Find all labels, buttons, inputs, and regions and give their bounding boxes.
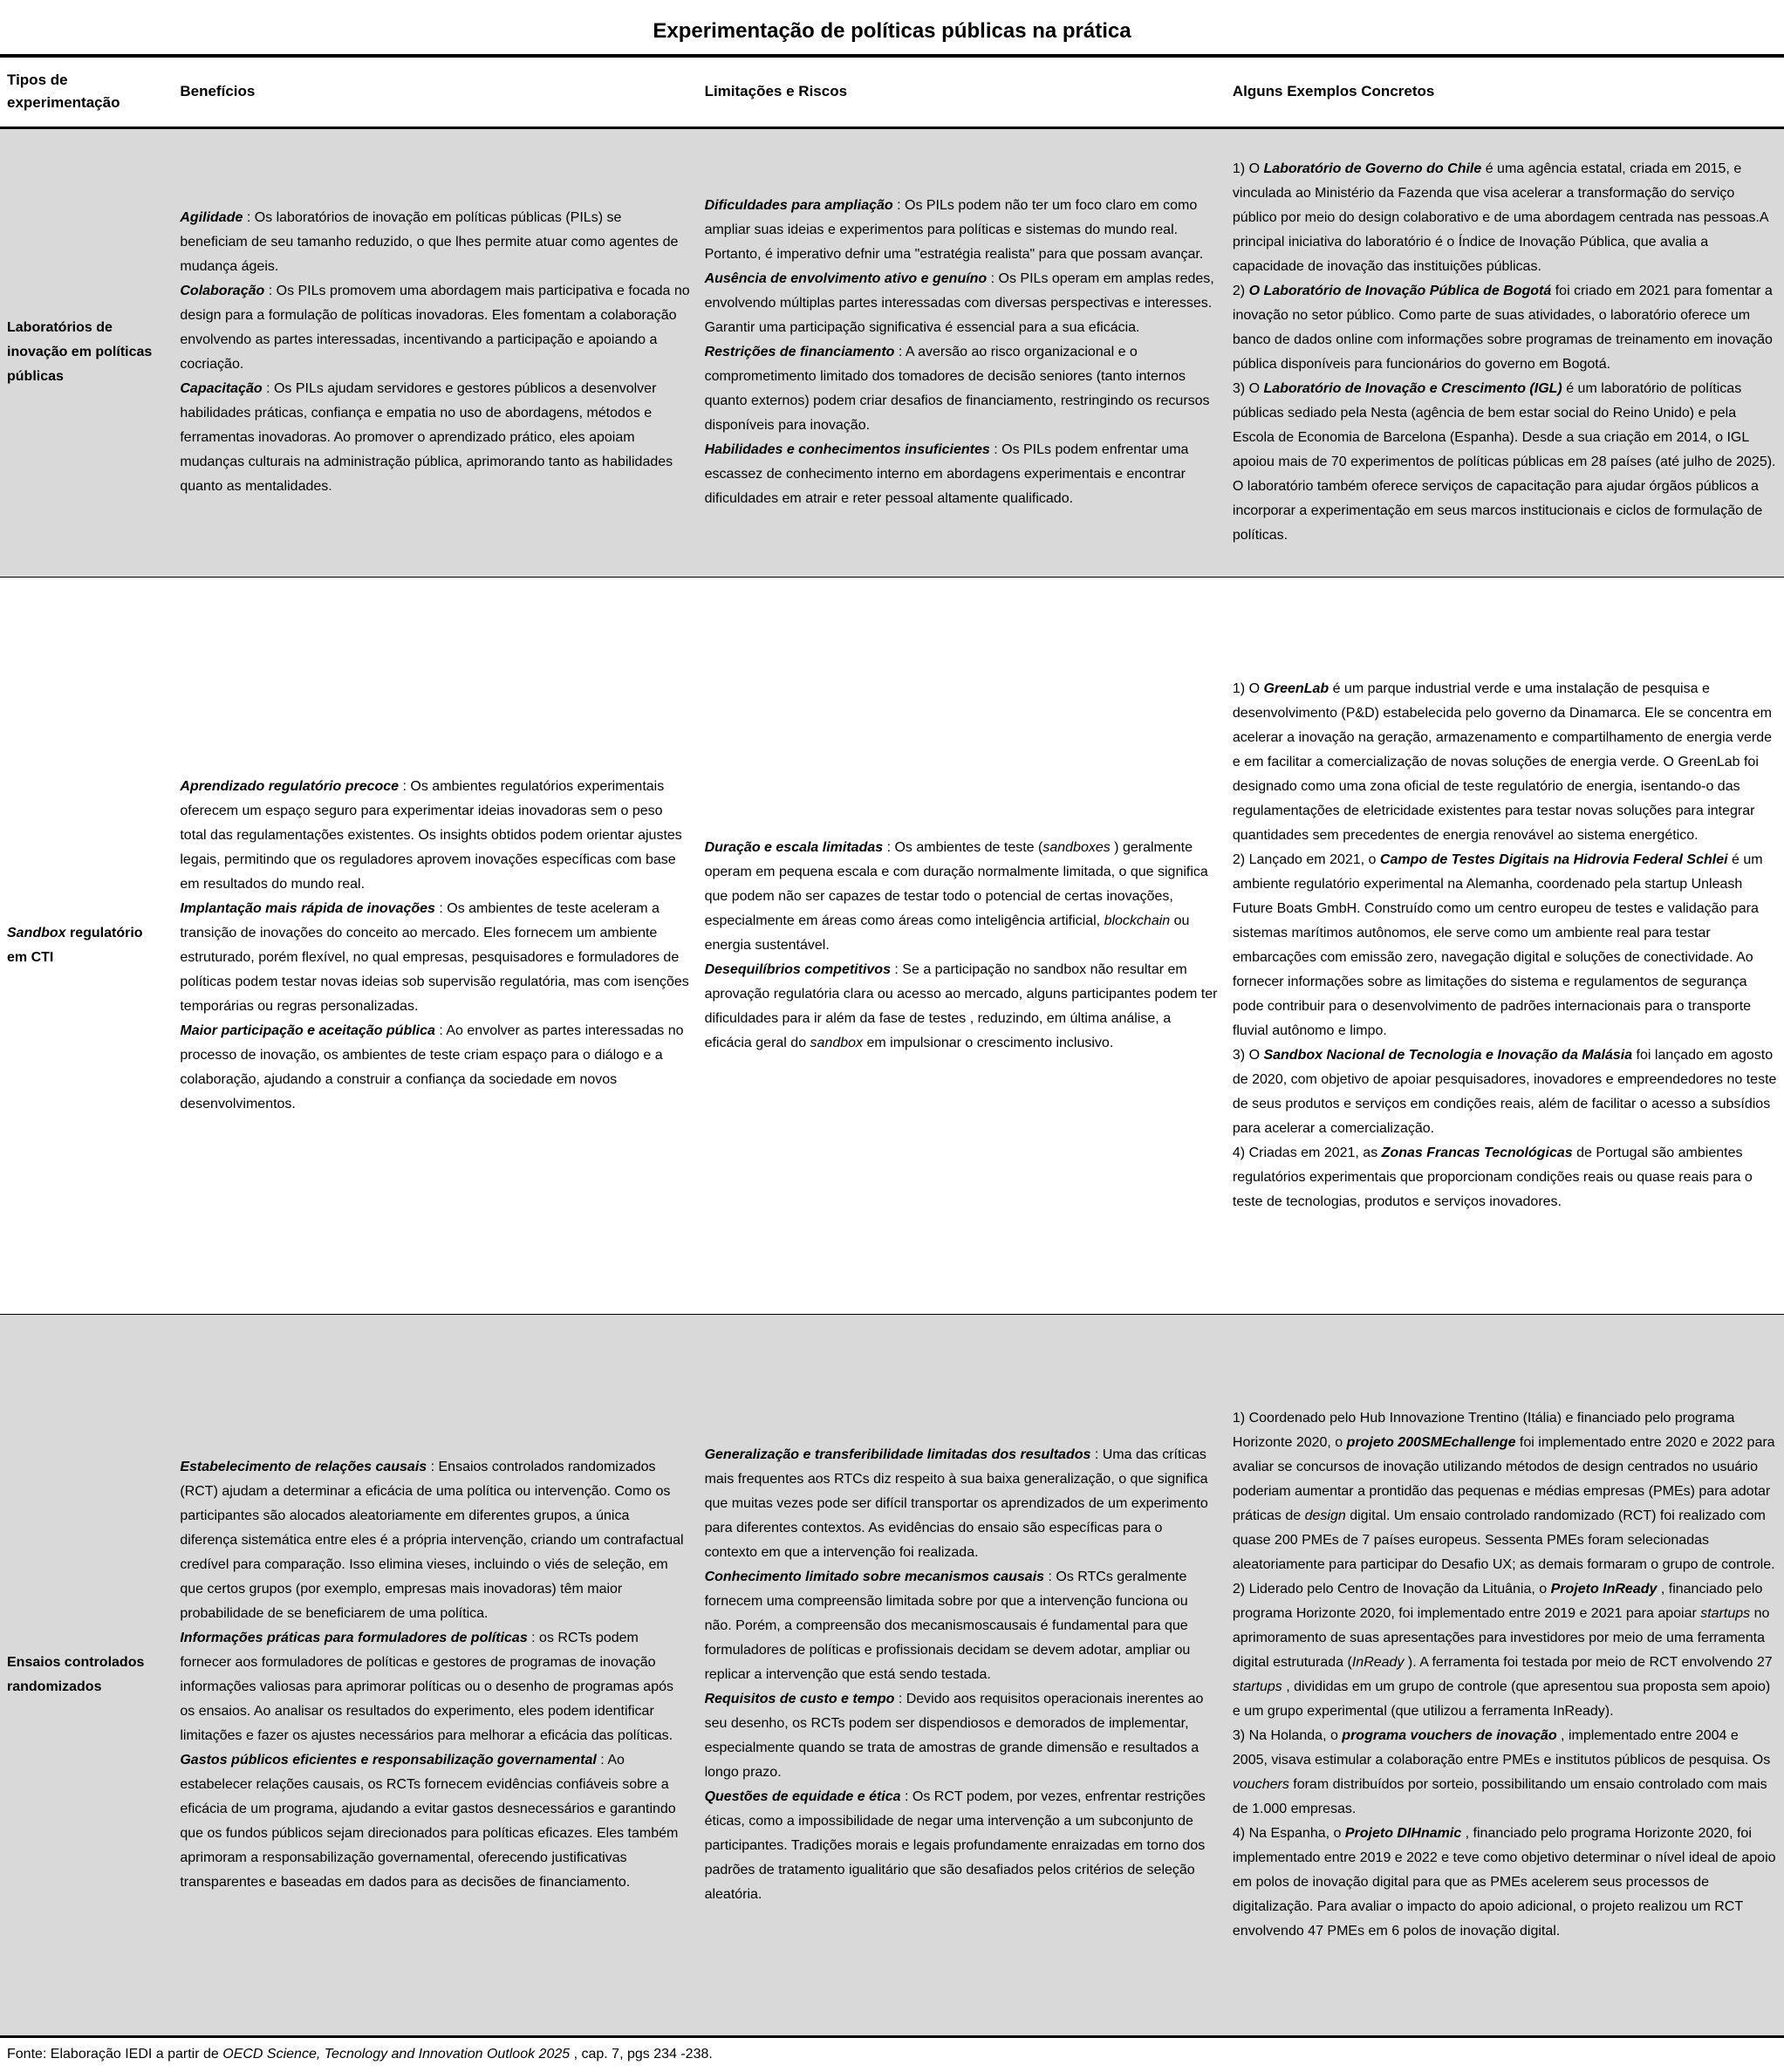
- table-title: Experimentação de políticas públicas na prática: [653, 19, 1131, 43]
- text-segment: startups: [1232, 1679, 1282, 1694]
- text-segment: Questões de equidade e ética: [704, 1788, 901, 1804]
- text-segment: 4) Criadas em 2021, as: [1232, 1145, 1382, 1160]
- paragraph: [705, 1785, 1219, 1907]
- ensaios-beneficios-cell: [173, 1314, 697, 2036]
- paragraph: [705, 267, 1219, 340]
- text-segment: : Os PILs operam em amplas redes, envolvendo múltiplas partes interessadas com diversas perspectivas e interesses. Garantir uma participação significativa é essencial para a sua eficácia.: [704, 271, 1214, 335]
- text-segment: Informações práticas para formuladores de políticas: [180, 1630, 528, 1645]
- paragraph: [180, 1019, 690, 1117]
- paragraph: [180, 1748, 690, 1895]
- text-segment: O Laboratório de Inovação Pública de Bogotá: [1248, 284, 1552, 298]
- paragraph: [180, 1455, 690, 1626]
- table-row-ensaios: [0, 1314, 1784, 2036]
- text-segment: Laboratórios de inovação em políticas públicas: [7, 320, 153, 384]
- sandbox-beneficios-cell: [173, 577, 697, 1314]
- text-segment: 1) O: [1232, 680, 1264, 696]
- text-segment: ) geralmente operam em pequena escala e com duração normalmente limitada, o que significa que podem não ser capazes de testar todo o potencial de certas inovações, especialmente em áreas como áreas como inteligência artificial,: [704, 839, 1208, 928]
- column-header-beneficios: Benefícios: [173, 56, 697, 127]
- paragraph: [705, 438, 1219, 511]
- text-segment: 4) Na Espanha, o: [1232, 1825, 1345, 1841]
- text-segment: Dificuldades para ampliação: [704, 198, 893, 213]
- text-segment: ). A ferramenta foi testada por meio de RCT envolvendo 27: [1404, 1654, 1773, 1670]
- paragraph: [7, 316, 166, 389]
- paragraph: [7, 2045, 1784, 2064]
- text-segment: Projeto DIHnamic: [1344, 1825, 1462, 1841]
- table-row-sandbox: [0, 577, 1784, 1314]
- text-segment: de Portugal são ambientes regulatórios experimentais que proporcionam condições reais ou quase reais para o teste de tecnologias, produtos e serviços inovadores.: [1232, 1145, 1753, 1209]
- text-segment: sandbox: [810, 1035, 864, 1050]
- text-segment: : Ao envolver as partes interessadas no processo de inovação, os ambientes de teste criam espaço para o diálogo e a colaboração, ajudando a construir a confiança da sociedade em novos desenvolvimentos.: [180, 1022, 684, 1111]
- text-segment: é um laboratório de políticas públicas sediado pela Nesta (agência de bem estar social do Reino Unido) e pela Escola de Economia de Barcelona (Espanha). Desde a sua criação em 2014, o IGL apoiou mais de 70 experimentos de políticas públicas em 28 países (até julho de 2025). O laboratório também oferece serviços de capacitação para ajudar órgãos públicos a incorporar a experimentação em seus marcos institucionais e ciclos de formulação de políticas.: [1232, 381, 1776, 543]
- table-row-laboratorios: [0, 127, 1784, 577]
- text-segment: InReady: [1351, 1654, 1405, 1670]
- paragraph: [7, 921, 166, 970]
- paragraph: [1233, 1043, 1777, 1141]
- text-segment: : Os PILs promovem uma abordagem mais participativa e focada no design para a formulação de políticas inovadoras. Eles fomentam a colaboração envolvendo as partes interessadas, incentivando a participação e apoiando a cocriação.: [180, 284, 690, 372]
- text-segment: , cap. 7, pgs 234 -238.: [570, 2046, 713, 2062]
- text-segment: : Ao estabelecer relações causais, os RCTs fornecem evidências confiáveis sobre a eficácia de um programa, ajudando a evitar gastos desnecessários e garantindo que os fundos públicos sejam direcionados para políticas eficazes. Eles também aprimoram a responsabilização governamental, oferecendo justificativas transparentes e baseadas em dados para as decisões de financiamento.: [180, 1752, 679, 1890]
- paragraph: [180, 897, 690, 1019]
- text-segment: : Uma das críticas mais frequentes aos RTCs diz respeito à sua baixa generalização, o que significa que muitas vezes pode ser difícil transportar os aprendizados de um experimento para diferentes contextos. As evidências do ensaio são específicas para o contexto em que a intervenção foi realizada.: [704, 1446, 1208, 1560]
- experimentation-table: [0, 54, 1784, 2038]
- paragraph: [1233, 677, 1777, 848]
- text-segment: , divididas em um grupo de controle (que apresentou sua proposta sem apoio) e um grupo experimental (que utilizou a ferramenta InReady).: [1232, 1679, 1771, 1719]
- column-header-tipos: Tipos de experimentação: [0, 56, 173, 127]
- text-segment: digital. Um ensaio controlado randomizado (RCT) foi realizado com quase 200 PMEs de 7 países europeus. Sessenta PMEs foram selecionadas aleatoriamente para participar do Desafio UX; as demais formaram o grupo de controle.: [1232, 1508, 1775, 1572]
- row-label-laboratorios: [0, 127, 173, 577]
- text-segment: Requisitos de custo e tempo: [704, 1691, 895, 1706]
- laboratorios-exemplos-cell: [1226, 127, 1784, 577]
- text-segment: : Os laboratórios de inovação em políticas públicas (PILs) se beneficiam de seu tamanho reduzido, o que lhes permite atuar como agentes de mudança ágeis.: [180, 210, 679, 274]
- text-segment: : Os RCT podem, por vezes, enfrentar restrições éticas, como a impossibilidade de negar uma intervenção a um subconjunto de participantes. Tradições morais e legais profundamente enraizadas em torno dos padrões de tratamento igualitário que são desafiados pelos critérios de seleção aleatória.: [704, 1788, 1206, 1902]
- text-segment: é um ambiente regulatório experimental na Alemanha, coordenado pela startup Unleash Future Boats GmbH. Construído como um centro europeu de testes e validação para sistemas marítimos autônomos, ele serve como um ambiente real para testar embarcações com emissão zero, navegação digital e soluções de conectividade. Ao fornecer informações sobre as limitações do sistema e regulamentos de segurança pode contribuir para o desenvolvimento de padrões internacionais para o transporte fluvial autônomo e limpo.: [1232, 851, 1763, 1038]
- text-segment: é uma agência estatal, criada em 2015, e vinculada ao Ministério da Fazenda que visa acelerar a transformação do serviço público por meio do design colaborativo e de uma abordagem centrada nas pessoas.A principal iniciativa do laboratório é o Índice de Inovação Pública, que avalia a capacidade de inovação das instituições públicas.: [1232, 161, 1768, 274]
- text-segment: vouchers: [1232, 1776, 1289, 1792]
- text-segment: : Os ambientes de teste aceleram a transição de inovações do conceito ao mercado. Eles fornecem um ambiente estruturado, porém flexível, no qual empresas, pesquisadores e formuladores de políticas podem testar novas ideias sob supervisão regulatória, mas com isenções temporárias ou regras personalizadas.: [180, 900, 689, 1014]
- text-segment: : Se a participação no sandbox não resultar em aprovação regulatória clara ou acesso ao mercado, alguns participantes podem ter dificuldades para ir além da fase de testes , reduzindo, em última análise, a eficácia geral do: [704, 961, 1218, 1050]
- text-segment: programa vouchers de inovação: [1342, 1727, 1557, 1743]
- text-segment: Maior participação e aceitação pública: [180, 1022, 435, 1038]
- text-segment: Gastos públicos eficientes e responsabilização governamental: [180, 1752, 597, 1768]
- text-segment: Implantação mais rápida de inovações: [180, 900, 435, 916]
- text-segment: : Devido aos requisitos operacionais inerentes ao seu desenho, os RCTs podem ser dispendiosos e demorados de implementar, especialmente quando se trata de amostras de grande dimensão e resultados a longo prazo.: [704, 1691, 1204, 1780]
- text-segment: startups: [1700, 1605, 1751, 1621]
- text-segment: 3) O: [1232, 1047, 1264, 1063]
- text-segment: : os RCTs podem fornecer aos formuladores de políticas e gestores de programas de inovação informações valiosas para aprimorar políticas ou o desenho de programas após os ensaios. Ao analisar os resultados do experimento, eles podem identificar limitações e fazer os ajustes necessários para melhorar a eficácia das políticas.: [180, 1630, 673, 1743]
- text-segment: Laboratório de Governo do Chile: [1263, 161, 1482, 176]
- paragraph: [705, 1565, 1219, 1687]
- paragraph: [1233, 1406, 1777, 1577]
- paragraph: [705, 340, 1219, 438]
- paragraph: [1233, 377, 1777, 548]
- paragraph: [705, 958, 1219, 1056]
- sandbox-limitacoes-cell: [698, 577, 1226, 1314]
- text-segment: : Os PILs ajudam servidores e gestores públicos a desenvolver habilidades práticas, confiança e empatia no uso de abordagens, métodos e ferramentas inovadoras. Ao promover o aprendizado prático, eles apoiam mudanças culturais na administração pública, aprimorando tanto as habilidades quanto as mentalidades.: [180, 381, 673, 494]
- text-segment: design: [1304, 1508, 1346, 1523]
- paragraph: [705, 1687, 1219, 1785]
- paragraph: [180, 279, 690, 377]
- column-header-exemplos: Alguns Exemplos Concretos: [1226, 56, 1784, 127]
- text-segment: Conhecimento limitado sobre mecanismos causais: [704, 1569, 1045, 1584]
- text-segment: GreenLab: [1263, 680, 1329, 696]
- text-segment: Projeto InReady: [1550, 1581, 1658, 1597]
- text-segment: foram distribuídos por sorteio, possibilitando um ensaio controlado com mais de 1.000 empresas.: [1232, 1776, 1767, 1816]
- text-segment: Agilidade: [180, 210, 243, 225]
- text-segment: foi implementado entre 2020 e 2022 para avaliar se concursos de inovação utilizando métodos de design centrados no usuário poderiam aumentar a prontidão das pequenas e médias empresas (PMEs) para adotar práticas de: [1232, 1434, 1775, 1523]
- text-segment: : Os ambientes regulatórios experimentais oferecem um espaço seguro para experimentar ideias inovadoras sem o peso total das regulamentações existentes. Os insights obtidos podem orientar ajustes legais, permitindo que os reguladores aprovem inovações específicas com base em resultados do mundo real.: [180, 778, 682, 892]
- text-segment: Capacitação: [180, 381, 263, 396]
- text-segment: é um parque industrial verde e uma instalação de pesquisa e desenvolvimento (P&D) estabelecida pelo governo da Dinamarca. Ele se concentra em acelerar a inovação na geração, armazenamento e compartilhamento de energia verde e em facilitar a comercialização de novas soluções de energia verde. O GreenLab foi designado como uma zona oficial de teste regulatório de energia, isentando-o das regulamentações de eletricidade existentes para testar novas soluções para integrar quantidades sem precedentes de energia renovável ao sistema energético.: [1232, 680, 1773, 843]
- text-segment: projeto 200SMEchallenge: [1346, 1434, 1516, 1450]
- text-segment: , financiado pelo programa Horizonte 2020, foi implementado entre 2019 e 2022 e teve como objetivo determinar o nível ideal de apoio em polos de inovação digital para que as PMEs acelerem seus processos de digitalização. Para avaliar o impacto do apoio adicional, o projeto realizou um RCT envolvendo 47 PMEs em 6 polos de inovação digital.: [1232, 1825, 1776, 1939]
- text-segment: , implementado entre 2004 e 2005, visava estimular a colaboração entre PMEs e institutos públicos de pesquisa. Os: [1232, 1727, 1771, 1768]
- column-header-limitacoes: Limitações e Riscos: [698, 56, 1226, 127]
- text-segment: Zonas Francas Tecnológicas: [1381, 1145, 1573, 1160]
- text-segment: Estabelecimento de relações causais: [180, 1459, 427, 1474]
- paragraph: [705, 836, 1219, 958]
- text-segment: , financiado pelo programa Horizonte 2020, foi implementado entre 2019 e 2021 para apoiar: [1232, 1581, 1763, 1621]
- paragraph: [1233, 848, 1777, 1043]
- text-segment: : A aversão ao risco organizacional e o comprometimento limitado dos tomadores de decisão seniores (tanto internos quanto externos) podem criar desafios de financiamento, restringindo os recursos disponíveis para inovação.: [704, 345, 1210, 433]
- ensaios-exemplos-cell: [1226, 1314, 1784, 2036]
- text-segment: : Os RTCs geralmente fornecem uma compreensão limitada sobre por que a intervenção funciona ou não. Porém, a compreensão dos mecanismoscausais é fundamental para que formuladores de políticas e profissionais decidam se devem adotar, ampliar ou replicar a intervenção que está sendo testada.: [704, 1569, 1191, 1682]
- paragraph: [1233, 1577, 1777, 1724]
- text-segment: 2) Liderado pelo Centro de Inovação da Lituânia, o: [1232, 1581, 1551, 1597]
- paragraph: [1233, 1822, 1777, 1944]
- text-segment: Duração e escala limitadas: [704, 839, 884, 855]
- text-segment: Sandbox Nacional de Tecnologia e Inovação da Malásia: [1263, 1047, 1633, 1063]
- text-segment: ou energia sustentável.: [704, 913, 1190, 953]
- text-segment: foi lançado em agosto de 2020, com objetivo de apoiar pesquisadores, inovadores e empreendedores no teste de seus produtos e serviços em condições reais, além de facilitar o acesso a subsídios para acelerar a comercialização.: [1232, 1047, 1777, 1136]
- paragraph: [7, 1651, 166, 1699]
- text-segment: Colaboração: [180, 284, 265, 298]
- text-segment: 3) Na Holanda, o: [1232, 1727, 1343, 1743]
- text-segment: 1) Coordenado pelo Hub Innovazione Trentino (Itália) e financiado pelo programa Horizonte 2020, o: [1232, 1410, 1735, 1450]
- header-row: [0, 56, 1784, 127]
- text-segment: Fonte: Elaboração IEDI a partir de: [7, 2046, 223, 2062]
- text-segment: Campo de Testes Digitais na Hidrovia Federal Schlei: [1379, 851, 1728, 867]
- text-segment: Habilidades e conhecimentos insuficientes: [704, 442, 990, 457]
- paragraph: [180, 377, 690, 499]
- paragraph: [1233, 1141, 1777, 1214]
- row-label-ensaios: [0, 1314, 173, 2036]
- text-segment: Desequilíbrios competitivos: [704, 961, 891, 977]
- text-segment: 2): [1232, 284, 1249, 298]
- text-segment: regulatório em CTI: [7, 925, 143, 965]
- text-segment: : Os PILs podem não ter um foco claro em como ampliar suas ideias e experimentos para políticas e sistemas do mundo real. Portanto, é imperativo defnir uma "estratégia realista" para que possam avançar.: [704, 198, 1204, 262]
- text-segment: Generalização e transferibilidade limitadas dos resultados: [704, 1446, 1091, 1462]
- laboratorios-beneficios-cell: [173, 127, 697, 577]
- text-segment: no aprimoramento de suas apresentações para investidores por meio de uma ferramenta digital estruturada (: [1232, 1605, 1770, 1670]
- text-segment: : Os ambientes de teste (: [883, 839, 1043, 855]
- laboratorios-limitacoes-cell: [698, 127, 1226, 577]
- paragraph: [180, 1626, 690, 1748]
- paragraph: [1233, 1724, 1777, 1822]
- ensaios-limitacoes-cell: [698, 1314, 1226, 2036]
- paragraph: [1233, 157, 1777, 279]
- text-segment: 1) O: [1232, 161, 1264, 176]
- text-segment: 3) O: [1232, 381, 1264, 396]
- text-segment: 2) Lançado em 2021, o: [1232, 851, 1380, 867]
- paragraph: [705, 1443, 1219, 1565]
- row-label-sandbox: [0, 577, 173, 1314]
- text-segment: em impulsionar o crescimento inclusivo.: [863, 1035, 1114, 1050]
- text-segment: foi criado em 2021 para fomentar a inovação no setor público. Como parte de suas atividades, o laboratório oferece um banco de dados online com informações sobre programas de treinamento em inovação pública disponíveis para funcionários do governo em Bogotá.: [1232, 284, 1773, 372]
- text-segment: Aprendizado regulatório precoce: [180, 778, 400, 794]
- text-segment: Laboratório de Inovação e Crescimento (IGL): [1263, 381, 1562, 396]
- source-note: [0, 2038, 1784, 2064]
- text-segment: Sandbox: [7, 925, 66, 940]
- text-segment: : Ensaios controlados randomizados (RCT) ajudam a determinar a eficácia de uma política ou intervenção. Como os participantes são alocados aleatoriamente em diferentes grupos, a única diferença sistemática entre eles é a própria intervenção, criando um contrafactual credível para comparação. Isso elimina vieses, incluindo o viés de seleção, em que certos grupos (por exemplo, empresas mais inovadoras) têm maior probabilidade de se beneficiarem de uma política.: [180, 1459, 684, 1621]
- paragraph: [180, 206, 690, 279]
- paragraph: [1233, 279, 1777, 377]
- text-segment: : Os PILs podem enfrentar uma escassez de conhecimento interno em abordagens experimentais e encontrar dificuldades em atrair e reter pessoal altamente qualificado.: [704, 442, 1189, 506]
- text-segment: Ausência de envolvimento ativo e genuíno: [704, 271, 988, 286]
- text-segment: OECD Science, Tecnology and Innovation Outlook 2025: [222, 2046, 571, 2062]
- text-segment: Ensaios controlados randomizados: [7, 1654, 145, 1694]
- text-segment: blockchain: [1104, 913, 1171, 928]
- paragraph: [180, 775, 690, 897]
- sandbox-exemplos-cell: [1226, 577, 1784, 1314]
- text-segment: Restrições de financiamento: [704, 345, 895, 359]
- paragraph: [705, 194, 1219, 267]
- text-segment: sandboxes: [1042, 839, 1111, 855]
